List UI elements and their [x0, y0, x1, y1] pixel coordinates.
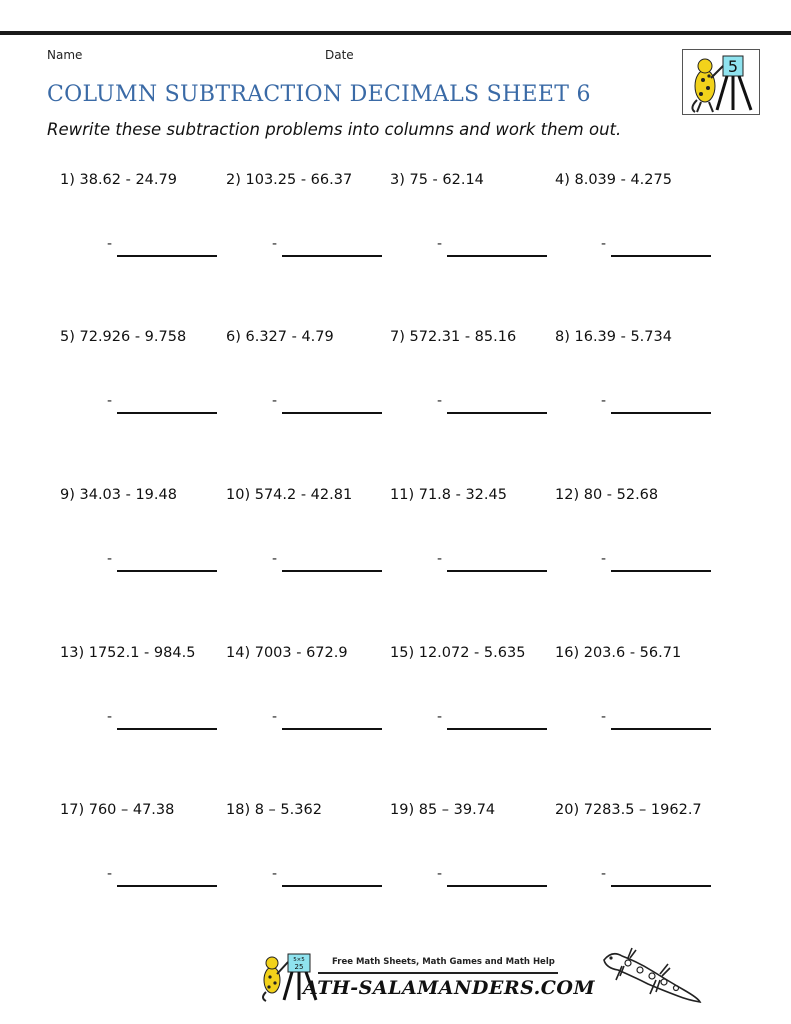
answer-area-13[interactable] — [107, 709, 227, 739]
problem-12: 12) 80 - 52.68 — [555, 487, 659, 503]
answer-area-16[interactable] — [601, 709, 721, 739]
minus-sign: - — [272, 236, 278, 252]
problem-3: 3) 75 - 62.14 — [390, 172, 484, 188]
problem-7: 7) 572.31 - 85.16 — [390, 329, 517, 345]
answer-area-5[interactable] — [107, 393, 227, 423]
problem-9: 9) 34.03 - 19.48 — [60, 487, 177, 503]
problem-15: 15) 12.072 - 5.635 — [390, 645, 526, 661]
instructions: Rewrite these subtraction problems into columns and work them out. — [47, 120, 622, 139]
minus-sign: - — [107, 866, 113, 882]
answer-area-11[interactable] — [437, 551, 557, 581]
minus-sign: - — [107, 551, 113, 567]
answer-line — [282, 728, 382, 730]
answer-line — [447, 570, 547, 572]
answer-area-18[interactable] — [272, 866, 392, 896]
answer-area-8[interactable] — [601, 393, 721, 423]
answer-area-9[interactable] — [107, 551, 227, 581]
footer-tagline: Free Math Sheets, Math Games and Math Help — [332, 957, 555, 967]
answer-area-6[interactable] — [272, 393, 392, 423]
answer-area-17[interactable] — [107, 866, 227, 896]
answer-line — [117, 885, 217, 887]
problem-5: 5) 72.926 - 9.758 — [60, 329, 187, 345]
answer-line — [447, 885, 547, 887]
answer-line — [611, 728, 711, 730]
minus-sign: - — [601, 866, 607, 882]
minus-sign: - — [437, 551, 443, 567]
problem-18: 18) 8 – 5.362 — [226, 802, 322, 818]
answer-line — [447, 728, 547, 730]
footer-badge-top: 5×5 — [293, 957, 305, 963]
problem-6: 6) 6.327 - 4.79 — [226, 329, 334, 345]
answer-area-20[interactable] — [601, 866, 721, 896]
minus-sign: - — [272, 866, 278, 882]
footer-site-name: ATH-SALAMANDERS.COM — [303, 977, 595, 999]
top-rule — [0, 31, 791, 35]
page-title: COLUMN SUBTRACTION DECIMALS SHEET 6 — [47, 82, 591, 107]
answer-area-4[interactable] — [601, 236, 721, 266]
problem-16: 16) 203.6 - 56.71 — [555, 645, 682, 661]
minus-sign: - — [272, 709, 278, 725]
minus-sign: - — [601, 551, 607, 567]
answer-area-19[interactable] — [437, 866, 557, 896]
grade-logo — [682, 49, 760, 115]
minus-sign: - — [107, 393, 113, 409]
name-label: Name — [47, 48, 83, 62]
answer-area-12[interactable] — [601, 551, 721, 581]
minus-sign: - — [437, 236, 443, 252]
footer-badge-bottom: 25 — [294, 963, 304, 971]
minus-sign: - — [107, 709, 113, 725]
answer-line — [282, 570, 382, 572]
answer-line — [117, 570, 217, 572]
answer-line — [117, 412, 217, 414]
problem-20: 20) 7283.5 – 1962.7 — [555, 802, 702, 818]
answer-line — [611, 255, 711, 257]
footer-rule — [318, 972, 558, 974]
problem-4: 4) 8.039 - 4.275 — [555, 172, 672, 188]
answer-line — [117, 255, 217, 257]
answer-area-14[interactable] — [272, 709, 392, 739]
minus-sign: - — [437, 709, 443, 725]
problem-19: 19) 85 – 39.74 — [390, 802, 496, 818]
minus-sign: - — [272, 551, 278, 567]
answer-line — [611, 412, 711, 414]
salamander-teacher-icon — [683, 50, 759, 114]
answer-line — [282, 255, 382, 257]
answer-area-15[interactable] — [437, 709, 557, 739]
minus-sign: - — [601, 709, 607, 725]
answer-line — [282, 412, 382, 414]
problem-14: 14) 7003 - 672.9 — [226, 645, 348, 661]
problem-11: 11) 71.8 - 32.45 — [390, 487, 507, 503]
problem-1: 1) 38.62 - 24.79 — [60, 172, 177, 188]
answer-area-7[interactable] — [437, 393, 557, 423]
minus-sign: - — [437, 866, 443, 882]
problem-13: 13) 1752.1 - 984.5 — [60, 645, 196, 661]
answer-line — [282, 885, 382, 887]
problem-17: 17) 760 – 47.38 — [60, 802, 175, 818]
answer-area-3[interactable] — [437, 236, 557, 266]
minus-sign: - — [601, 236, 607, 252]
date-label: Date — [325, 48, 354, 62]
answer-line — [611, 885, 711, 887]
salamander-outline-icon — [598, 946, 704, 1006]
problem-8: 8) 16.39 - 5.734 — [555, 329, 672, 345]
problem-10: 10) 574.2 - 42.81 — [226, 487, 353, 503]
answer-line — [611, 570, 711, 572]
grade-badge-text: 5 — [727, 57, 739, 76]
answer-line — [447, 255, 547, 257]
answer-area-10[interactable] — [272, 551, 392, 581]
answer-line — [447, 412, 547, 414]
minus-sign: - — [272, 393, 278, 409]
minus-sign: - — [437, 393, 443, 409]
answer-area-2[interactable] — [272, 236, 392, 266]
problem-2: 2) 103.25 - 66.37 — [226, 172, 353, 188]
minus-sign: - — [601, 393, 607, 409]
answer-line — [117, 728, 217, 730]
minus-sign: - — [107, 236, 113, 252]
answer-area-1[interactable] — [107, 236, 227, 266]
